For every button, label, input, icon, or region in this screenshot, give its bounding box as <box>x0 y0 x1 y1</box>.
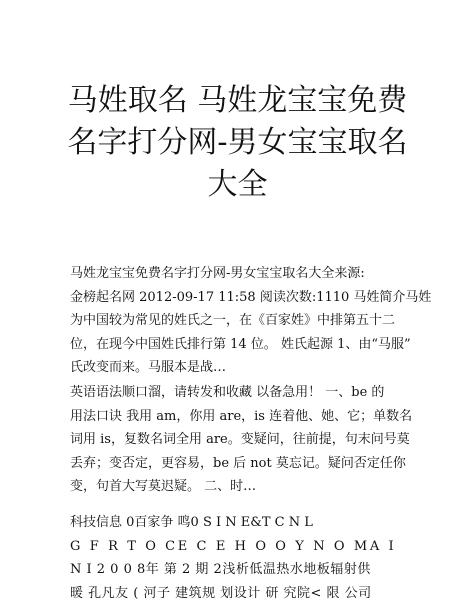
text-line: 词用 is，复数名词全用 are。变疑问，往前提，句末问号莫 <box>70 428 420 452</box>
paragraph-english-grammar <box>70 381 420 499</box>
title-line-2: 名字打分网-男女宝宝取名 <box>40 122 435 164</box>
text-line: 用法口诀 我用 am，你用 are，is 连着他、她、它；单数名 <box>70 405 420 429</box>
paragraph-ma-surname <box>70 262 420 380</box>
text-line: 氏改变而来。马服本是战… <box>70 356 420 380</box>
title-line-3: 大全 <box>40 164 435 206</box>
document-title <box>40 80 435 206</box>
text-line: G F R T O CE C E H O O Y N O MA I <box>70 535 420 559</box>
text-line: 科技信息 0百家争 鸣0 S I N E&T C N L <box>70 511 420 535</box>
text-line: 变，句首大写莫迟疑。 二、时… <box>70 475 420 499</box>
text-line: 位，在现今中国姓氏排行第 14 位。 姓氏起源 1、由“马服” <box>70 333 420 357</box>
text-line: 马姓龙宝宝免费名字打分网-男女宝宝取名大全来源: <box>70 262 420 286</box>
text-line: 为中国较为常见的姓氏之一，在《百家姓》中排第五十二 <box>70 309 420 333</box>
text-line: 英语语法顺口溜，请转发和收藏 以备急用！ 一、be 的 <box>70 381 420 405</box>
title-line-1: 马姓取名 马姓龙宝宝免费 <box>40 80 435 122</box>
paragraph-tech-info <box>70 511 420 605</box>
text-line: 金榜起名网 2012-09-17 11:58 阅读次数:1110 马姓简介马姓 <box>70 286 420 310</box>
text-line: 暖 孔凡友 ( 河子 建筑规 划设计 研 究院< 限 公司 <box>70 582 420 605</box>
text-line: 丢弃；变否定，更容易，be 后 not 莫忘记。疑问否定任你 <box>70 452 420 476</box>
text-line: N I 2 0 0 8年 第 2 期 2浅析低温热水地板辐射供 <box>70 558 420 582</box>
